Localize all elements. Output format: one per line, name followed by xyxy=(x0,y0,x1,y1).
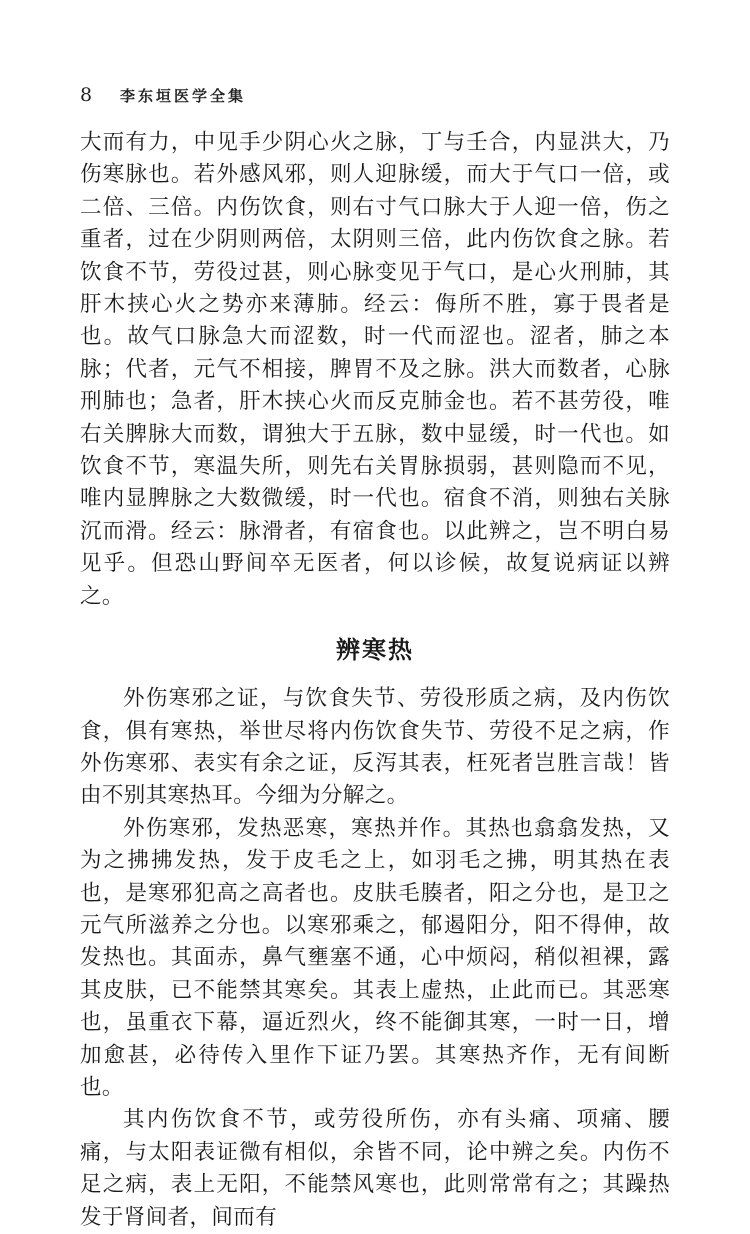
page-number: 8 xyxy=(80,84,93,106)
book-title: 李东垣医学全集 xyxy=(120,86,247,105)
paragraph: 外伤寒邪，发热恶寒，寒热并作。其热也翕翕发热，又为之拂拂发热，发于皮毛之上，如羽毛之拂，明其热在表也，是寒邪犯高之高者也。皮肤毛腠者，阳之分也，是卫之元气所滋养之分也。以寒邪乘之，郁遏阳分，阳不得伸，故发热也。其面赤，鼻气壅塞不通，心中烦闷，稍似袒裸，露其皮肤，已不能禁其寒矣。其表上虚热，止此而已。其恶寒也，虽重衣下幕，逼近烈火，终不能御其寒，一时一日，增加愈甚，必待传入里作下证乃罢。其寒热齐作，无有间断也。 xyxy=(80,815,670,1100)
paragraph-continued: 大而有力，中见手少阴心火之脉，丁与壬合，内显洪大，乃伤寒脉也。若外感风邪，则人迎脉缓，而大于气口一倍，或二倍、三倍。内伤饮食，则右寸气口脉大于人迎一倍，伤之重者，过在少阴则两倍，太阴则三倍，此内伤饮食之脉。若饮食不节，劳役过甚，则心脉变见于气口，是心火刑肺，其肝木挟心火之势亦来薄肺。经云：侮所不胜，寡于畏者是也。故气口脉急大而涩数，时一代而涩也。涩者，肺之本脉；代者，元气不相接，脾胃不及之脉。洪大而数者，心脉刑肺也；急者，肝木挟心火而反克肺金也。若不甚劳役，唯右关脾脉大而数，谓独大于五脉，数中显缓，时一代也。如饮食不节，寒温失所，则先右关胃脉损弱，甚则隐而不见，唯内显脾脉之大数微缓，时一代也。宿食不消，则独右关脉沉而滑。经云：脉滑者，有宿食也。以此辨之，岂不明白易见乎。但恐山野间卒无医者，何以诊候，故复说病证以辨之。 xyxy=(80,130,670,609)
running-header xyxy=(80,82,246,108)
paragraph: 其内伤饮食不节，或劳役所伤，亦有头痛、项痛、腰痛，与太阳表证微有相似，余皆不同，论中辨之矣。内伤不足之病，表上无阳，不能禁风寒也，此则常常有之；其躁热发于肾间者，间而有 xyxy=(80,1107,670,1230)
paragraph: 外伤寒邪之证，与饮食失节、劳役形质之病，及内伤饮食，俱有寒热，举世尽将内伤饮食失节、劳役不足之病，作外伤寒邪、表实有余之证，反泻其表，枉死者岂胜言哉！皆由不别其寒热耳。今细为分解之。 xyxy=(80,686,670,809)
body-text xyxy=(80,127,670,1234)
section-heading: 辨寒热 xyxy=(336,635,414,665)
